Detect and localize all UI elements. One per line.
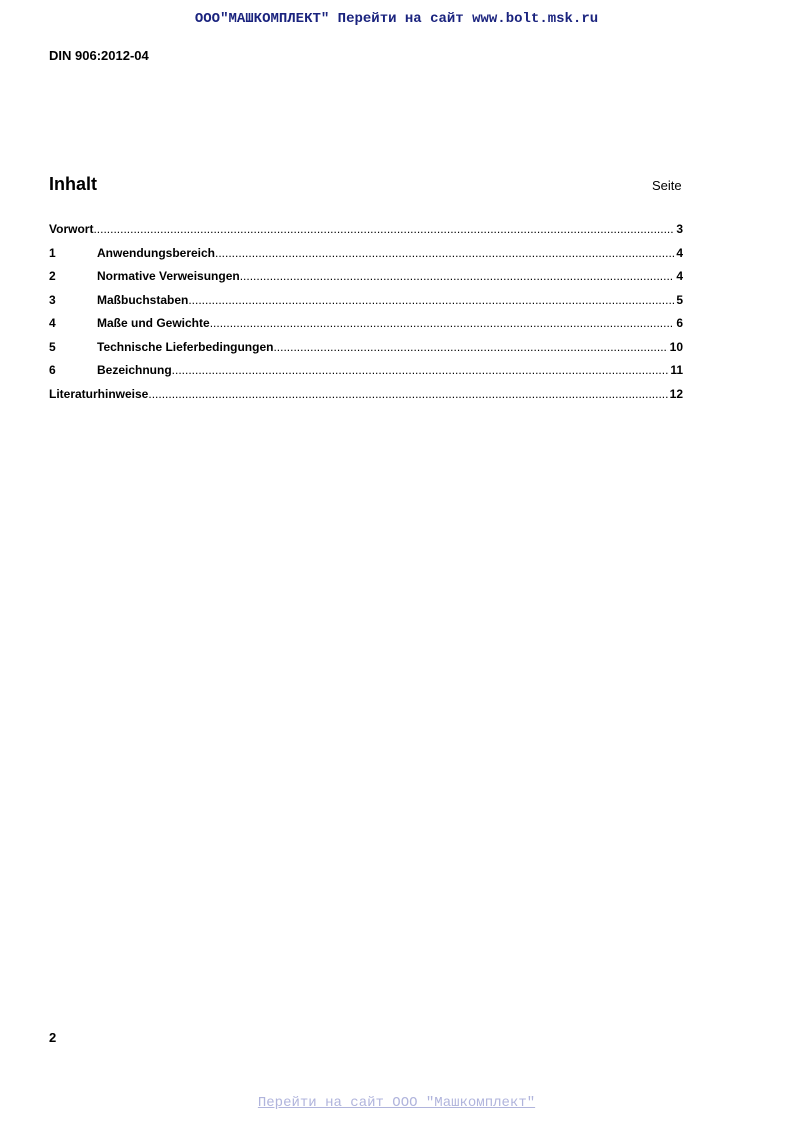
toc-leader-dots	[240, 269, 675, 283]
toc-entry-label: Vorwort	[49, 222, 94, 236]
toc-entry-label: Normative Verweisungen	[97, 269, 240, 283]
toc-entry-page: 4	[676, 269, 683, 283]
page-number: 2	[49, 1030, 57, 1045]
toc-entry-massbuchstaben[interactable]	[49, 293, 683, 317]
toc-entry-label: Maßbuchstaben	[97, 292, 189, 307]
top-banner-link[interactable]: ООО"МАШКОМПЛЕКТ" Перейти на сайт www.bolt.msk.ru	[194, 11, 599, 27]
toc-entry-anwendungsbereich[interactable]	[49, 246, 683, 270]
toc-entry-number: 6	[49, 363, 56, 377]
toc-entry-label: Anwendungsbereich	[97, 245, 216, 260]
toc-entry-vorwort[interactable]	[49, 222, 683, 246]
toc-entry-bezeichnung[interactable]	[49, 363, 683, 387]
toc-leader-dots	[273, 340, 667, 354]
toc-entry-technische-lieferbedingungen[interactable]	[49, 340, 683, 364]
toc-entry-masse-und-gewichte[interactable]	[49, 316, 683, 340]
toc-entry-number: 5	[49, 339, 56, 354]
toc-entry-number: 2	[49, 269, 56, 283]
toc-entry-label: Technische Lieferbedingungen	[97, 339, 274, 354]
toc-entry-normative-verweisungen[interactable]	[49, 269, 683, 293]
toc-leader-dots	[188, 293, 674, 307]
document-id: DIN 906:2012-04	[49, 48, 149, 63]
toc-entry-page: 5	[676, 292, 683, 307]
toc-entry-number: 4	[49, 316, 56, 330]
toc-leader-dots	[215, 246, 674, 260]
toc-leader-dots	[93, 222, 674, 236]
toc-entry-page: 3	[676, 222, 683, 236]
toc-leader-dots	[210, 316, 675, 330]
toc-entry-page: 11	[670, 363, 683, 377]
toc-entry-page: 10	[669, 339, 683, 354]
toc-entry-label: Maße und Gewichte	[97, 316, 210, 330]
toc-leader-dots	[148, 387, 667, 401]
toc-entry-number: 3	[49, 292, 56, 307]
table-of-contents	[49, 222, 683, 410]
toc-entry-label: Literaturhinweise	[49, 386, 149, 401]
toc-leader-dots	[172, 363, 669, 377]
toc-entry-literaturhinweise[interactable]	[49, 387, 683, 411]
toc-entry-page: 12	[669, 386, 683, 401]
page-column-label: Seite	[652, 178, 682, 193]
bottom-site-link[interactable]: Перейти на сайт ООО "Машкомплект"	[257, 1095, 536, 1111]
toc-entry-label: Bezeichnung	[97, 363, 172, 377]
toc-entry-number: 1	[49, 245, 56, 260]
toc-entry-page: 6	[676, 316, 683, 330]
toc-title: Inhalt	[49, 174, 97, 194]
toc-entry-page: 4	[676, 245, 683, 260]
